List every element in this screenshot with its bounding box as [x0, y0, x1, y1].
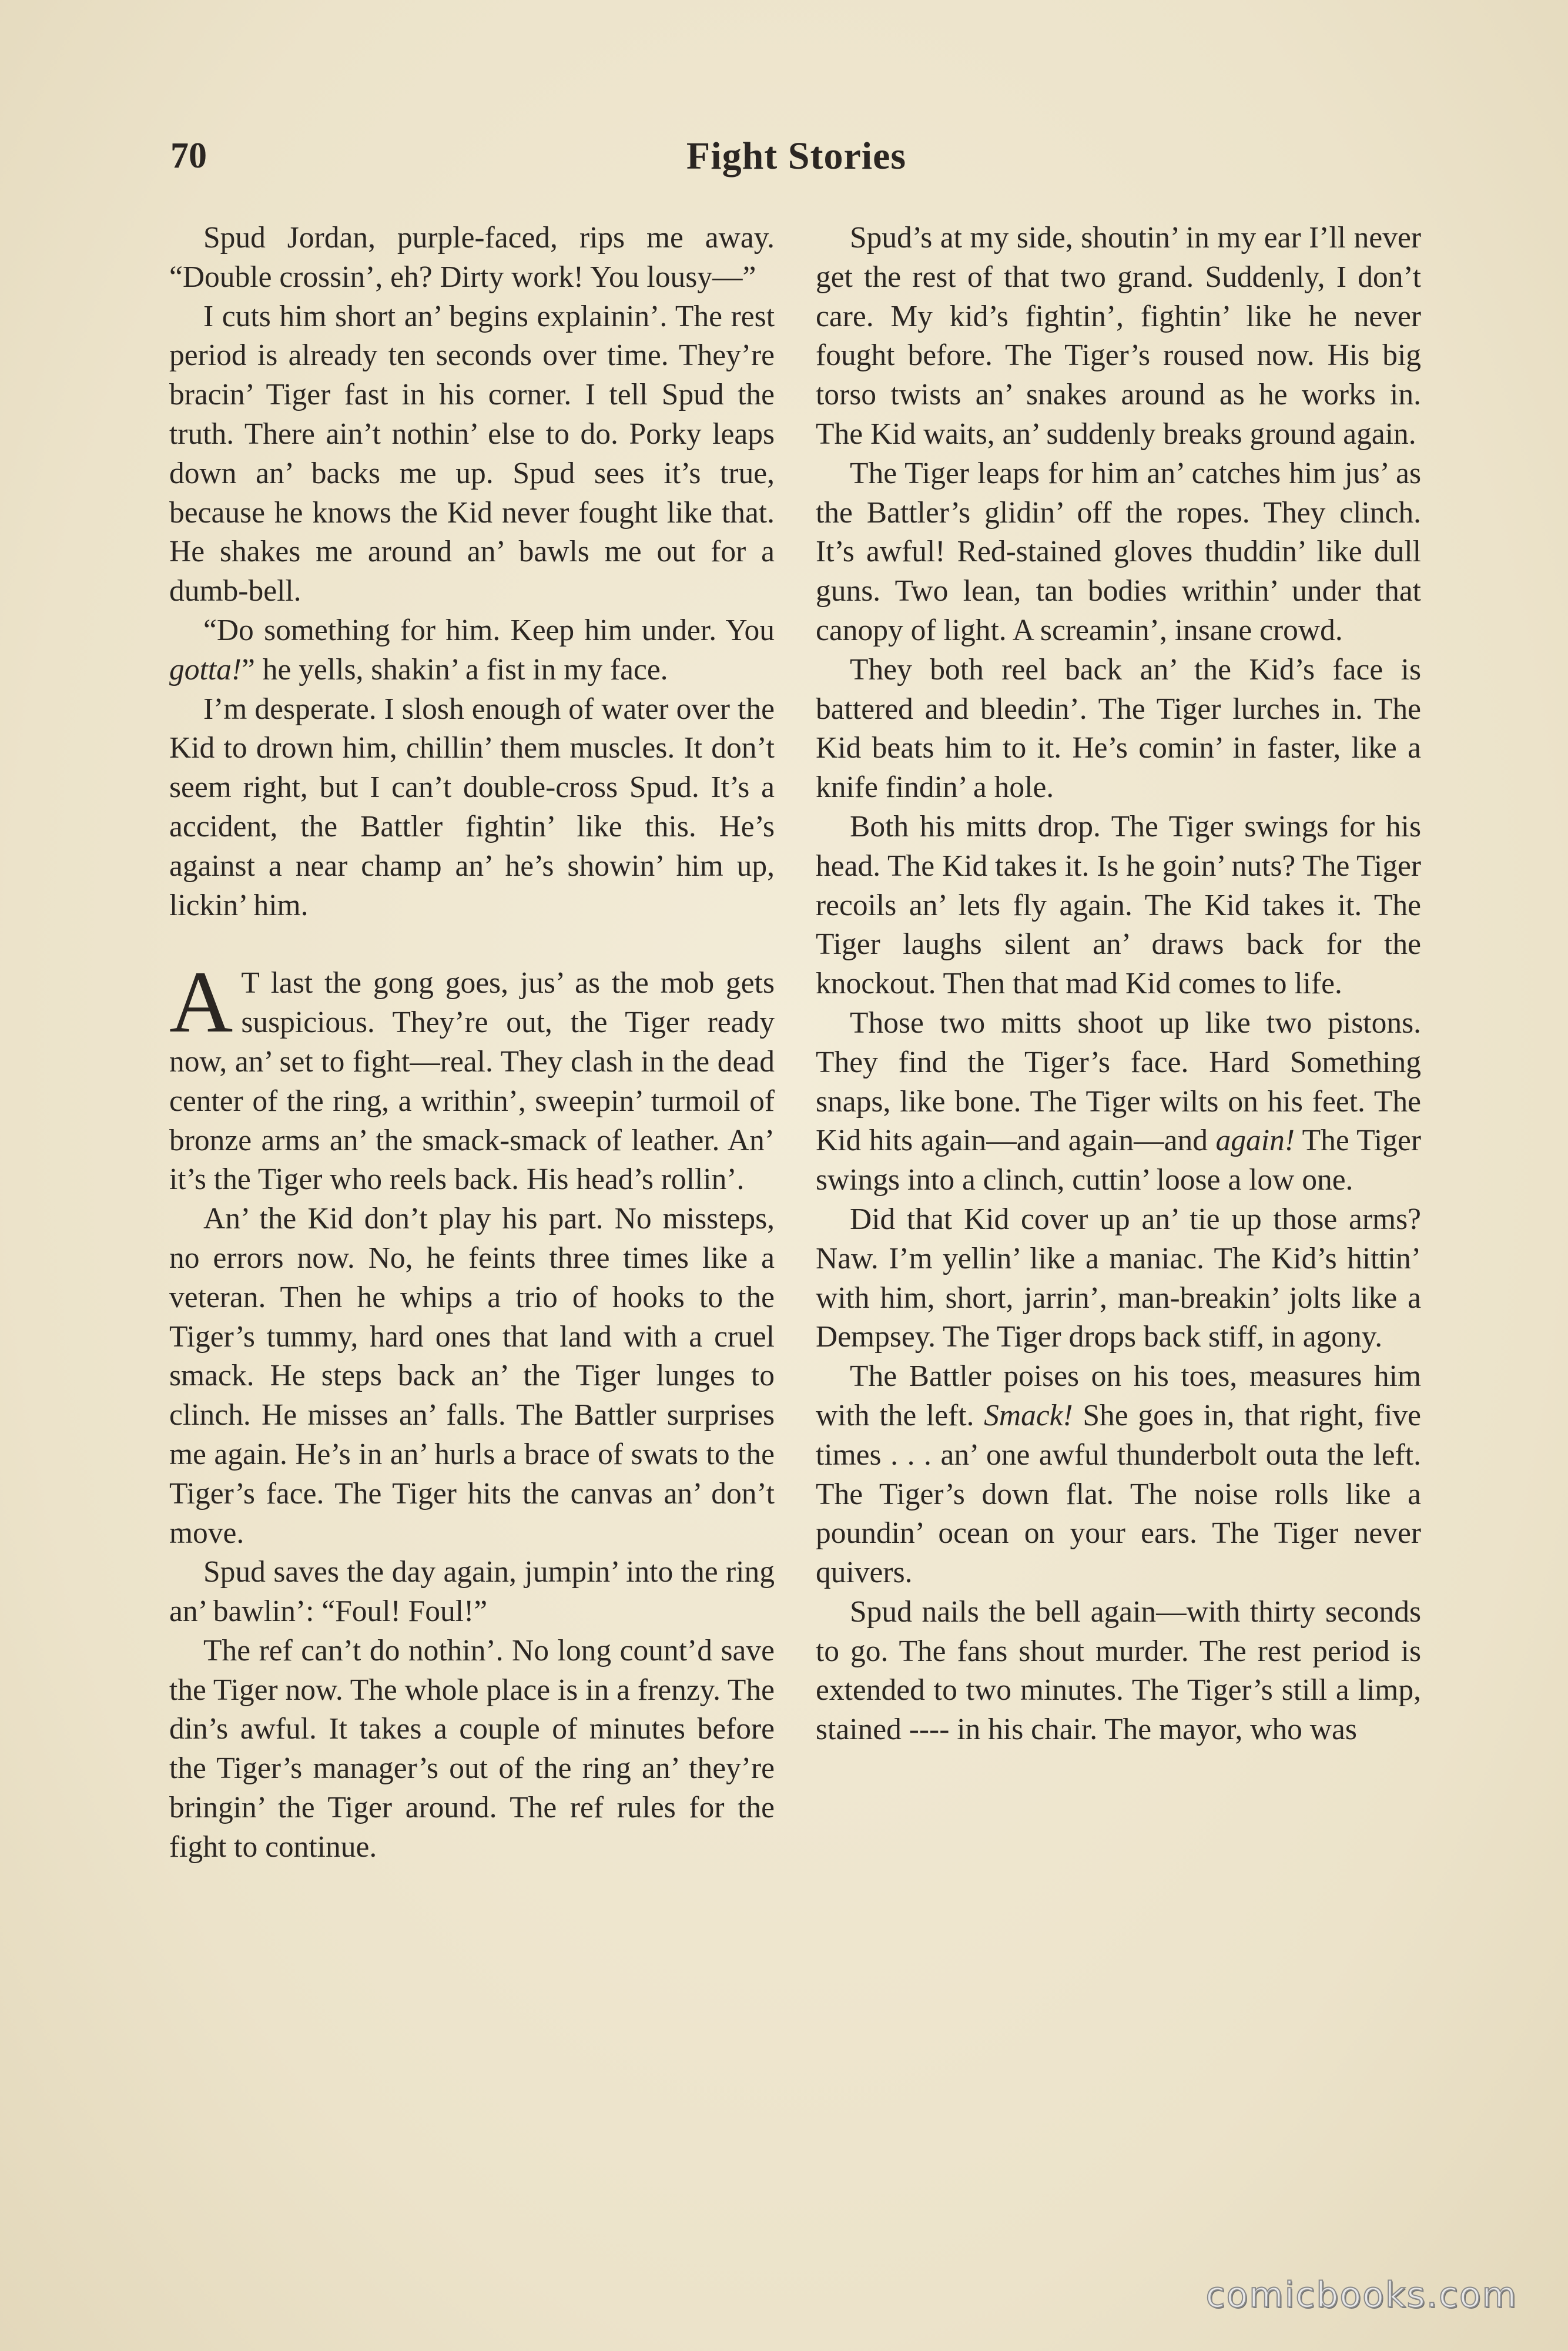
- page-header: [170, 129, 1422, 188]
- paragraph: The ref can’t do nothin’. No long count’d save the Tiger now. The whole place is in a frenzy. The din’s awful. It takes a couple of minutes before the Tiger’s manager’s out of the ring an’ they’re bringin’ the Tiger around. The ref rules for the fight to continue.: [169, 1633, 775, 1864]
- section-start-paragraph: [169, 953, 775, 1200]
- paragraph: Did that Kid cover up an’ tie up those arms? Naw. I’m yellin’ like a maniac. The Kid’s hittin’ with him, short, jarrin’, man-breakin’ jolts like a Dempsey. The Tiger drops back stiff, in agony.: [816, 1202, 1421, 1354]
- watermark: comicbooks.com: [1205, 2275, 1517, 2316]
- paragraph: [169, 611, 775, 690]
- text-run: Those two mitts shoot up like two pistons. They find the Tiger’s face. Hard Something snaps, like bone. The Tiger wilts on his feet. The Kid hits again—and again—and: [816, 1006, 1421, 1158]
- paragraph: Spud’s at my side, shoutin’ in my ear I’ll never get the rest of that two grand. Suddenly, I don’t care. My kid’s fightin’, fightin’ like he never fought before. The Tiger’s roused now. His big torso twists an’ snakes around as he works in. The Kid waits, an’ suddenly breaks ground again.: [816, 221, 1421, 451]
- paragraph: Spud saves the day again, jumpin’ into the ring an’ bawlin’: “Foul! Foul!”: [169, 1555, 775, 1629]
- paragraph: They both reel back an’ the Kid’s face is battered and bleedin’. The Tiger lurches in. The Kid beats him to it. He’s comin’ in faster, like a knife findin’ a hole.: [816, 652, 1421, 805]
- text-run: She goes in, that right, five times . . . an’ one awful thunderbolt outa the left. The Tiger’s down flat. The noise rolls like a poundin’ ocean on your ears. The Tiger never quivers.: [816, 1398, 1421, 1590]
- paragraph: [816, 1004, 1421, 1200]
- paragraph: Both his mitts drop. The Tiger swings for his head. The Kid takes it. Is he goin’ nuts? The Tiger recoils an’ lets fly again. The Kid takes it. The Tiger laughs silent an’ draws back for the knockout. Then that mad Kid comes to life.: [816, 809, 1421, 1001]
- paragraph: [816, 1357, 1421, 1593]
- drop-cap: A: [169, 953, 233, 1051]
- emphasis: gotta!: [169, 652, 242, 686]
- text-run: T last the gong goes, jus’ as the mob gets suspicious. They’re out, the Tiger ready now, an’ set to fight—real. They clash in the dead center of the ring, a writhin’, sweepin’ turmoil of bronze arms an’ the smack-smack of leather. An’ it’s the Tiger who reels back. His head’s rollin’.: [169, 966, 775, 1197]
- paragraph: Spud nails the bell again—with thirty seconds to go. The fans shout murder. The rest period is extended to two minutes. The Tiger’s still a limp, stained ---- in his chair. The mayor, who was: [816, 1595, 1421, 1747]
- text-run: “Do something for him. Keep him under. You: [203, 613, 775, 647]
- running-title: Fight Stories: [686, 135, 907, 178]
- paragraph: The Tiger leaps for him an’ catches him jus’ as the Battler’s glidin’ off the ropes. They clinch. It’s awful! Red-stained gloves thuddin’ like dull guns. Two lean, tan bodies writhin’ under that canopy of light. A screamin’, insane crowd.: [816, 456, 1421, 647]
- left-column: [169, 219, 775, 2264]
- text-run: The Tiger swings into a clinch, cuttin’ loose a low one.: [816, 1124, 1421, 1197]
- paragraph: I cuts him short an’ begins explainin’. The rest period is already ten seconds over time. They’re bracin’ Tiger fast in his corner. I tell Spud the truth. There ain’t nothin’ else to do. Porky leaps down an’ backs me up. Spud sees it’s true, because he knows the Kid never fought like that. He shakes me around an’ bawls me out for a dumb-bell.: [169, 299, 775, 608]
- page-number: 70: [170, 136, 207, 176]
- text-run: The Battler poises on his toes, measures him with the left.: [816, 1359, 1421, 1432]
- paragraph: I’m desperate. I slosh enough of water over the Kid to drown him, chillin’ them muscles. It don’t seem right, but I can’t double-cross Spud. It’s a accident, the Battler fightin’ like this. He’s against a near champ an’ he’s showin’ him up, lickin’ him.: [169, 692, 775, 922]
- text-run: ” he yells, shakin’ a fist in my face.: [242, 652, 668, 686]
- emphasis: again!: [1215, 1124, 1295, 1158]
- paragraph: An’ the Kid don’t play his part. No missteps, no errors now. No, he feints three times like a veteran. Then he whips a trio of hooks to the Tiger’s tummy, hard ones that land with a cruel smack. He steps back an’ the Tiger lunges to clinch. He misses an’ falls. The Battler surprises me again. He’s in an’ hurls a brace of swats to the Tiger’s face. The Tiger hits the canvas an’ don’t move.: [169, 1202, 775, 1550]
- paragraph: Spud Jordan, purple-faced, rips me away. “Double crossin’, eh? Dirty work! You lousy—”: [169, 221, 775, 294]
- emphasis: Smack!: [984, 1398, 1073, 1432]
- right-column: [816, 219, 1421, 2264]
